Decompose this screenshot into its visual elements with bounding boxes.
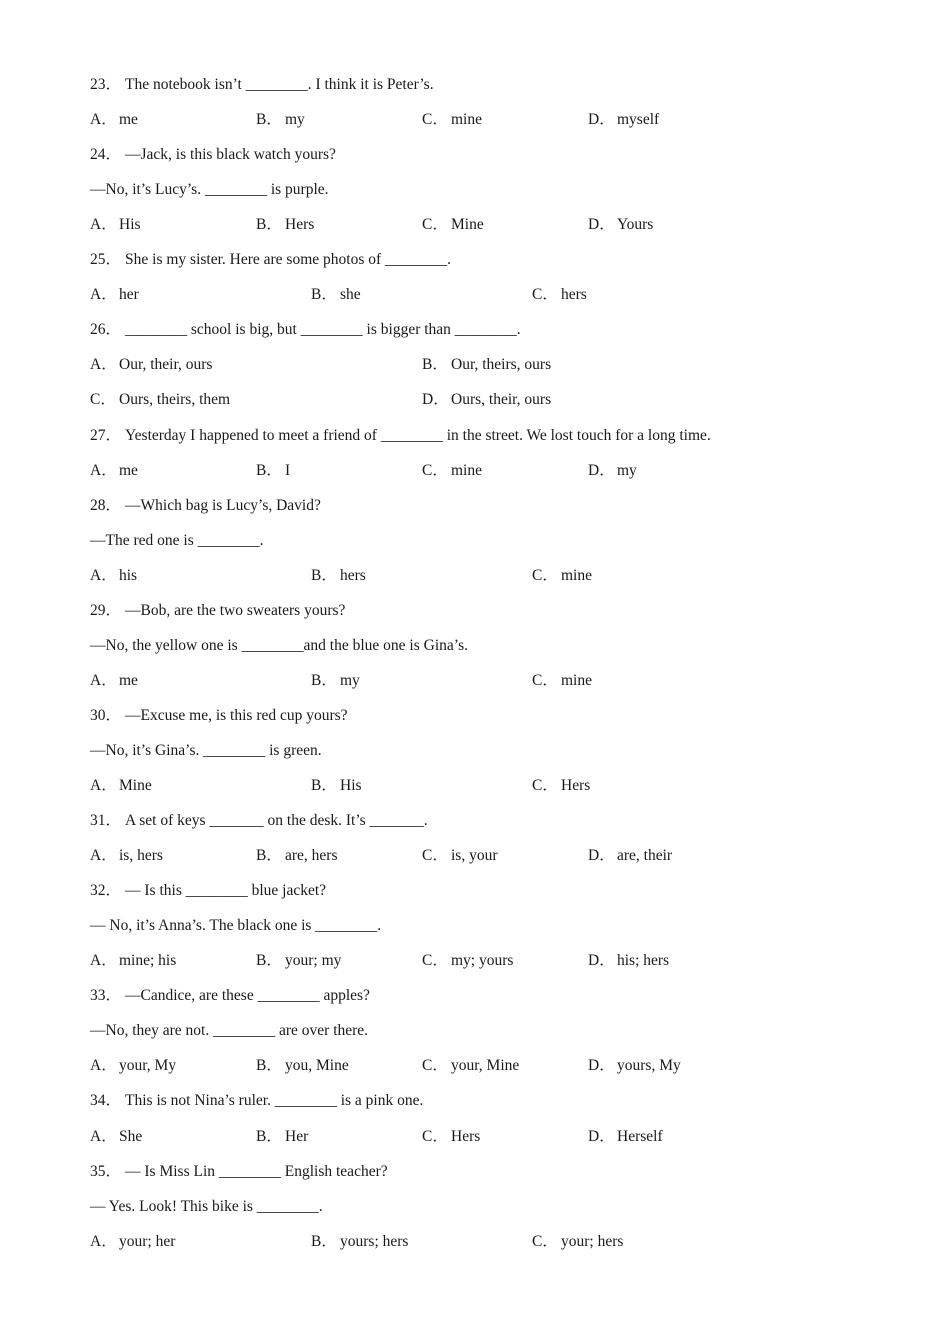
option-label: C．: [422, 1057, 448, 1075]
dialog-line: [90, 914, 381, 938]
option-text: mine: [451, 111, 482, 128]
dialog-text: —No, the yellow one is ________and the blue one is Gina’s.: [90, 636, 468, 654]
question-number: 34．: [90, 1092, 122, 1110]
question-stem: — Is this ________ blue jacket?: [125, 882, 327, 900]
option-text: yours; hers: [340, 1232, 409, 1250]
option-text: Our, theirs, ours: [451, 356, 552, 374]
option[interactable]: [90, 1230, 175, 1254]
dialog-text: —No, it’s Lucy’s. ________ is purple.: [90, 181, 329, 199]
option-label: C．: [532, 671, 558, 689]
option-label: A．: [90, 566, 117, 584]
question-stem: A set of keys _______ on the desk. It’s _______.: [125, 812, 428, 829]
option[interactable]: [532, 564, 592, 588]
option-label: A．: [90, 216, 117, 234]
option[interactable]: [532, 669, 592, 693]
option-text: me: [119, 111, 138, 128]
option[interactable]: [532, 283, 587, 307]
option[interactable]: [90, 949, 176, 973]
option[interactable]: [311, 283, 361, 307]
option-label: B．: [311, 286, 337, 304]
option-text: Her: [285, 1127, 309, 1145]
dialog-text: —No, they are not. ________ are over there.: [90, 1022, 369, 1040]
option-text: Herself: [617, 1127, 663, 1145]
option-text: my; yours: [451, 952, 514, 970]
option-label: C．: [422, 847, 448, 865]
option[interactable]: [588, 459, 637, 483]
question-stem: She is my sister. Here are some photos of ________.: [125, 251, 451, 269]
option-text: mine: [561, 566, 592, 584]
option-text: his; hers: [617, 952, 670, 970]
option-label: B．: [256, 1057, 282, 1075]
option-label: A．: [90, 952, 117, 970]
dialog-text: — No, it’s Anna’s. The black one is ________.: [90, 917, 382, 935]
question-number: 29．: [90, 601, 122, 619]
option-text: Mine: [119, 777, 152, 794]
option-label: B．: [256, 1127, 282, 1145]
question-number: 25．: [90, 251, 122, 269]
option[interactable]: [311, 774, 362, 798]
option-text: mine: [451, 461, 482, 479]
question-number: 27．: [90, 426, 122, 444]
option-text: are, hers: [285, 847, 338, 865]
question-stem: —Excuse me, is this red cup yours?: [125, 706, 348, 724]
option-label: B．: [311, 777, 337, 794]
option-text: Our, their, ours: [119, 356, 213, 374]
dialog-line: [90, 739, 322, 763]
option[interactable]: [90, 844, 163, 868]
question-stem: —Jack, is this black watch yours?: [125, 146, 336, 164]
question-number: 33．: [90, 987, 122, 1005]
option[interactable]: [588, 213, 653, 237]
option[interactable]: [311, 564, 366, 588]
option[interactable]: [90, 108, 138, 132]
question-number: 30．: [90, 706, 122, 724]
option-label: B．: [256, 461, 282, 479]
option-text: mine; his: [119, 952, 177, 970]
option[interactable]: [588, 844, 672, 868]
option-label: D．: [588, 111, 615, 128]
option-label: C．: [422, 111, 448, 128]
option[interactable]: [588, 1054, 681, 1078]
question-stem-line: [90, 143, 336, 167]
question-number: 26．: [90, 321, 122, 339]
option-text: Hers: [451, 1127, 481, 1145]
option-text: she: [340, 286, 361, 304]
question-stem: — Is Miss Lin ________ English teacher?: [125, 1162, 388, 1180]
option-label: C．: [532, 777, 558, 794]
question-stem: —Candice, are these ________ apples?: [125, 987, 370, 1005]
question-stem: Yesterday I happened to meet a friend of ________ in the street. We lost touch for a long time.: [125, 426, 711, 444]
option-text: hers: [340, 566, 366, 584]
question-stem: —Bob, are the two sweaters yours?: [125, 601, 346, 619]
option[interactable]: [256, 1125, 308, 1149]
dialog-text: —No, it’s Gina’s. ________ is green.: [90, 741, 322, 759]
question-stem-line: [90, 879, 326, 903]
option[interactable]: [90, 669, 138, 693]
option[interactable]: [588, 1125, 663, 1149]
option-label: D．: [588, 952, 615, 970]
option[interactable]: [256, 213, 314, 237]
dialog-line: [90, 1019, 368, 1043]
option-label: C．: [422, 1127, 448, 1145]
option-text: Hers: [561, 777, 591, 794]
option-text: your, Mine: [451, 1057, 520, 1075]
option-text: me: [119, 461, 138, 479]
question-stem: ________ school is big, but ________ is bigger than ________.: [125, 321, 521, 339]
option-label: D．: [422, 391, 449, 409]
option-label: D．: [588, 216, 615, 234]
option-label: A．: [90, 1057, 117, 1075]
option[interactable]: [422, 353, 551, 377]
option[interactable]: [256, 844, 338, 868]
option[interactable]: [256, 459, 290, 483]
option[interactable]: [256, 1054, 349, 1078]
option-label: C．: [532, 1232, 558, 1250]
option-text: you, Mine: [285, 1057, 349, 1075]
option-text: His: [119, 216, 141, 234]
option[interactable]: [90, 388, 230, 412]
option-label: B．: [311, 671, 337, 689]
option[interactable]: [90, 564, 137, 588]
option[interactable]: [256, 949, 341, 973]
question-number: 35．: [90, 1162, 122, 1180]
option[interactable]: [90, 1054, 176, 1078]
option-label: B．: [422, 356, 448, 374]
option-label: D．: [588, 461, 615, 479]
option[interactable]: [90, 353, 212, 377]
option-label: A．: [90, 111, 117, 128]
question-stem-line: [90, 73, 434, 97]
option-text: Mine: [451, 216, 484, 234]
option-label: B．: [256, 847, 282, 865]
option-label: B．: [256, 952, 282, 970]
option[interactable]: [422, 1125, 480, 1149]
option[interactable]: [90, 1125, 142, 1149]
option-label: C．: [90, 391, 116, 409]
option-text: I: [285, 461, 291, 479]
option[interactable]: [422, 388, 551, 412]
question-stem-line: [90, 984, 370, 1008]
question-stem-line: [90, 248, 451, 272]
option-label: B．: [256, 111, 282, 128]
option-label: B．: [256, 216, 282, 234]
option-text: your; her: [119, 1232, 176, 1250]
option[interactable]: [422, 459, 482, 483]
option[interactable]: [588, 108, 659, 132]
option-label: A．: [90, 356, 117, 374]
option[interactable]: [532, 1230, 623, 1254]
option-text: my: [617, 461, 637, 479]
option[interactable]: [588, 949, 669, 973]
question-number: 31．: [90, 812, 122, 829]
option-label: A．: [90, 286, 117, 304]
option-text: your; hers: [561, 1232, 624, 1250]
option-text: Hers: [285, 216, 315, 234]
dialog-line: [90, 634, 468, 658]
option-text: her: [119, 286, 139, 304]
option-label: A．: [90, 847, 117, 865]
question-stem: The notebook isn’t ________. I think it is Peter’s.: [125, 76, 434, 93]
question-stem-line: [90, 599, 345, 623]
option-label: D．: [588, 1057, 615, 1075]
option[interactable]: [90, 774, 152, 798]
option-label: C．: [532, 286, 558, 304]
option-text: She: [119, 1127, 143, 1145]
option-text: Ours, theirs, them: [119, 391, 231, 409]
question-stem-line: [90, 494, 321, 518]
question-stem: This is not Nina’s ruler. ________ is a pink one.: [125, 1092, 424, 1110]
option-text: me: [119, 671, 138, 689]
question-stem-line: [90, 424, 711, 448]
option[interactable]: [256, 108, 305, 132]
question-number: 24．: [90, 146, 122, 164]
question-number: 23．: [90, 76, 122, 93]
dialog-text: —The red one is ________.: [90, 531, 264, 549]
option-text: Ours, their, ours: [451, 391, 552, 409]
question-stem-line: [90, 809, 428, 833]
option-text: his: [119, 566, 138, 584]
option-text: mine: [561, 671, 592, 689]
dialog-line: [90, 178, 329, 202]
option-label: D．: [588, 1127, 615, 1145]
option-text: yours, My: [617, 1057, 681, 1075]
option[interactable]: [90, 283, 139, 307]
dialog-line: [90, 529, 263, 553]
option-text: is, your: [451, 847, 498, 865]
option[interactable]: [422, 949, 513, 973]
option-text: your; my: [285, 952, 342, 970]
dialog-line: [90, 1195, 323, 1219]
question-stem-line: [90, 1160, 388, 1184]
option-text: hers: [561, 286, 587, 304]
option[interactable]: [422, 108, 482, 132]
option-label: A．: [90, 461, 117, 479]
option-text: myself: [617, 111, 660, 128]
option-label: C．: [422, 461, 448, 479]
option[interactable]: [422, 213, 484, 237]
option-label: A．: [90, 1232, 117, 1250]
question-number: 28．: [90, 496, 122, 514]
option-label: D．: [588, 847, 615, 865]
option[interactable]: [311, 1230, 408, 1254]
option-label: A．: [90, 671, 117, 689]
option-label: A．: [90, 777, 117, 794]
option[interactable]: [90, 459, 138, 483]
option-text: my: [285, 111, 305, 128]
option-label: C．: [422, 952, 448, 970]
option-label: B．: [311, 1232, 337, 1250]
option[interactable]: [422, 1054, 519, 1078]
question-number: 32．: [90, 882, 122, 900]
option[interactable]: [532, 774, 590, 798]
option-text: your, My: [119, 1057, 177, 1075]
question-stem-line: [90, 704, 348, 728]
dialog-text: — Yes. Look! This bike is ________.: [90, 1197, 323, 1215]
question-stem-line: [90, 1089, 423, 1113]
option-text: Yours: [617, 216, 654, 234]
option-text: His: [340, 777, 362, 794]
option-text: my: [340, 671, 360, 689]
option-text: are, their: [617, 847, 673, 865]
option-label: C．: [422, 216, 448, 234]
option-text: is, hers: [119, 847, 163, 865]
question-stem-line: [90, 318, 521, 342]
option[interactable]: [311, 669, 360, 693]
option[interactable]: [422, 844, 498, 868]
option[interactable]: [90, 213, 141, 237]
option-label: C．: [532, 566, 558, 584]
option-label: B．: [311, 566, 337, 584]
question-stem: —Which bag is Lucy’s, David?: [125, 496, 321, 514]
option-label: A．: [90, 1127, 117, 1145]
